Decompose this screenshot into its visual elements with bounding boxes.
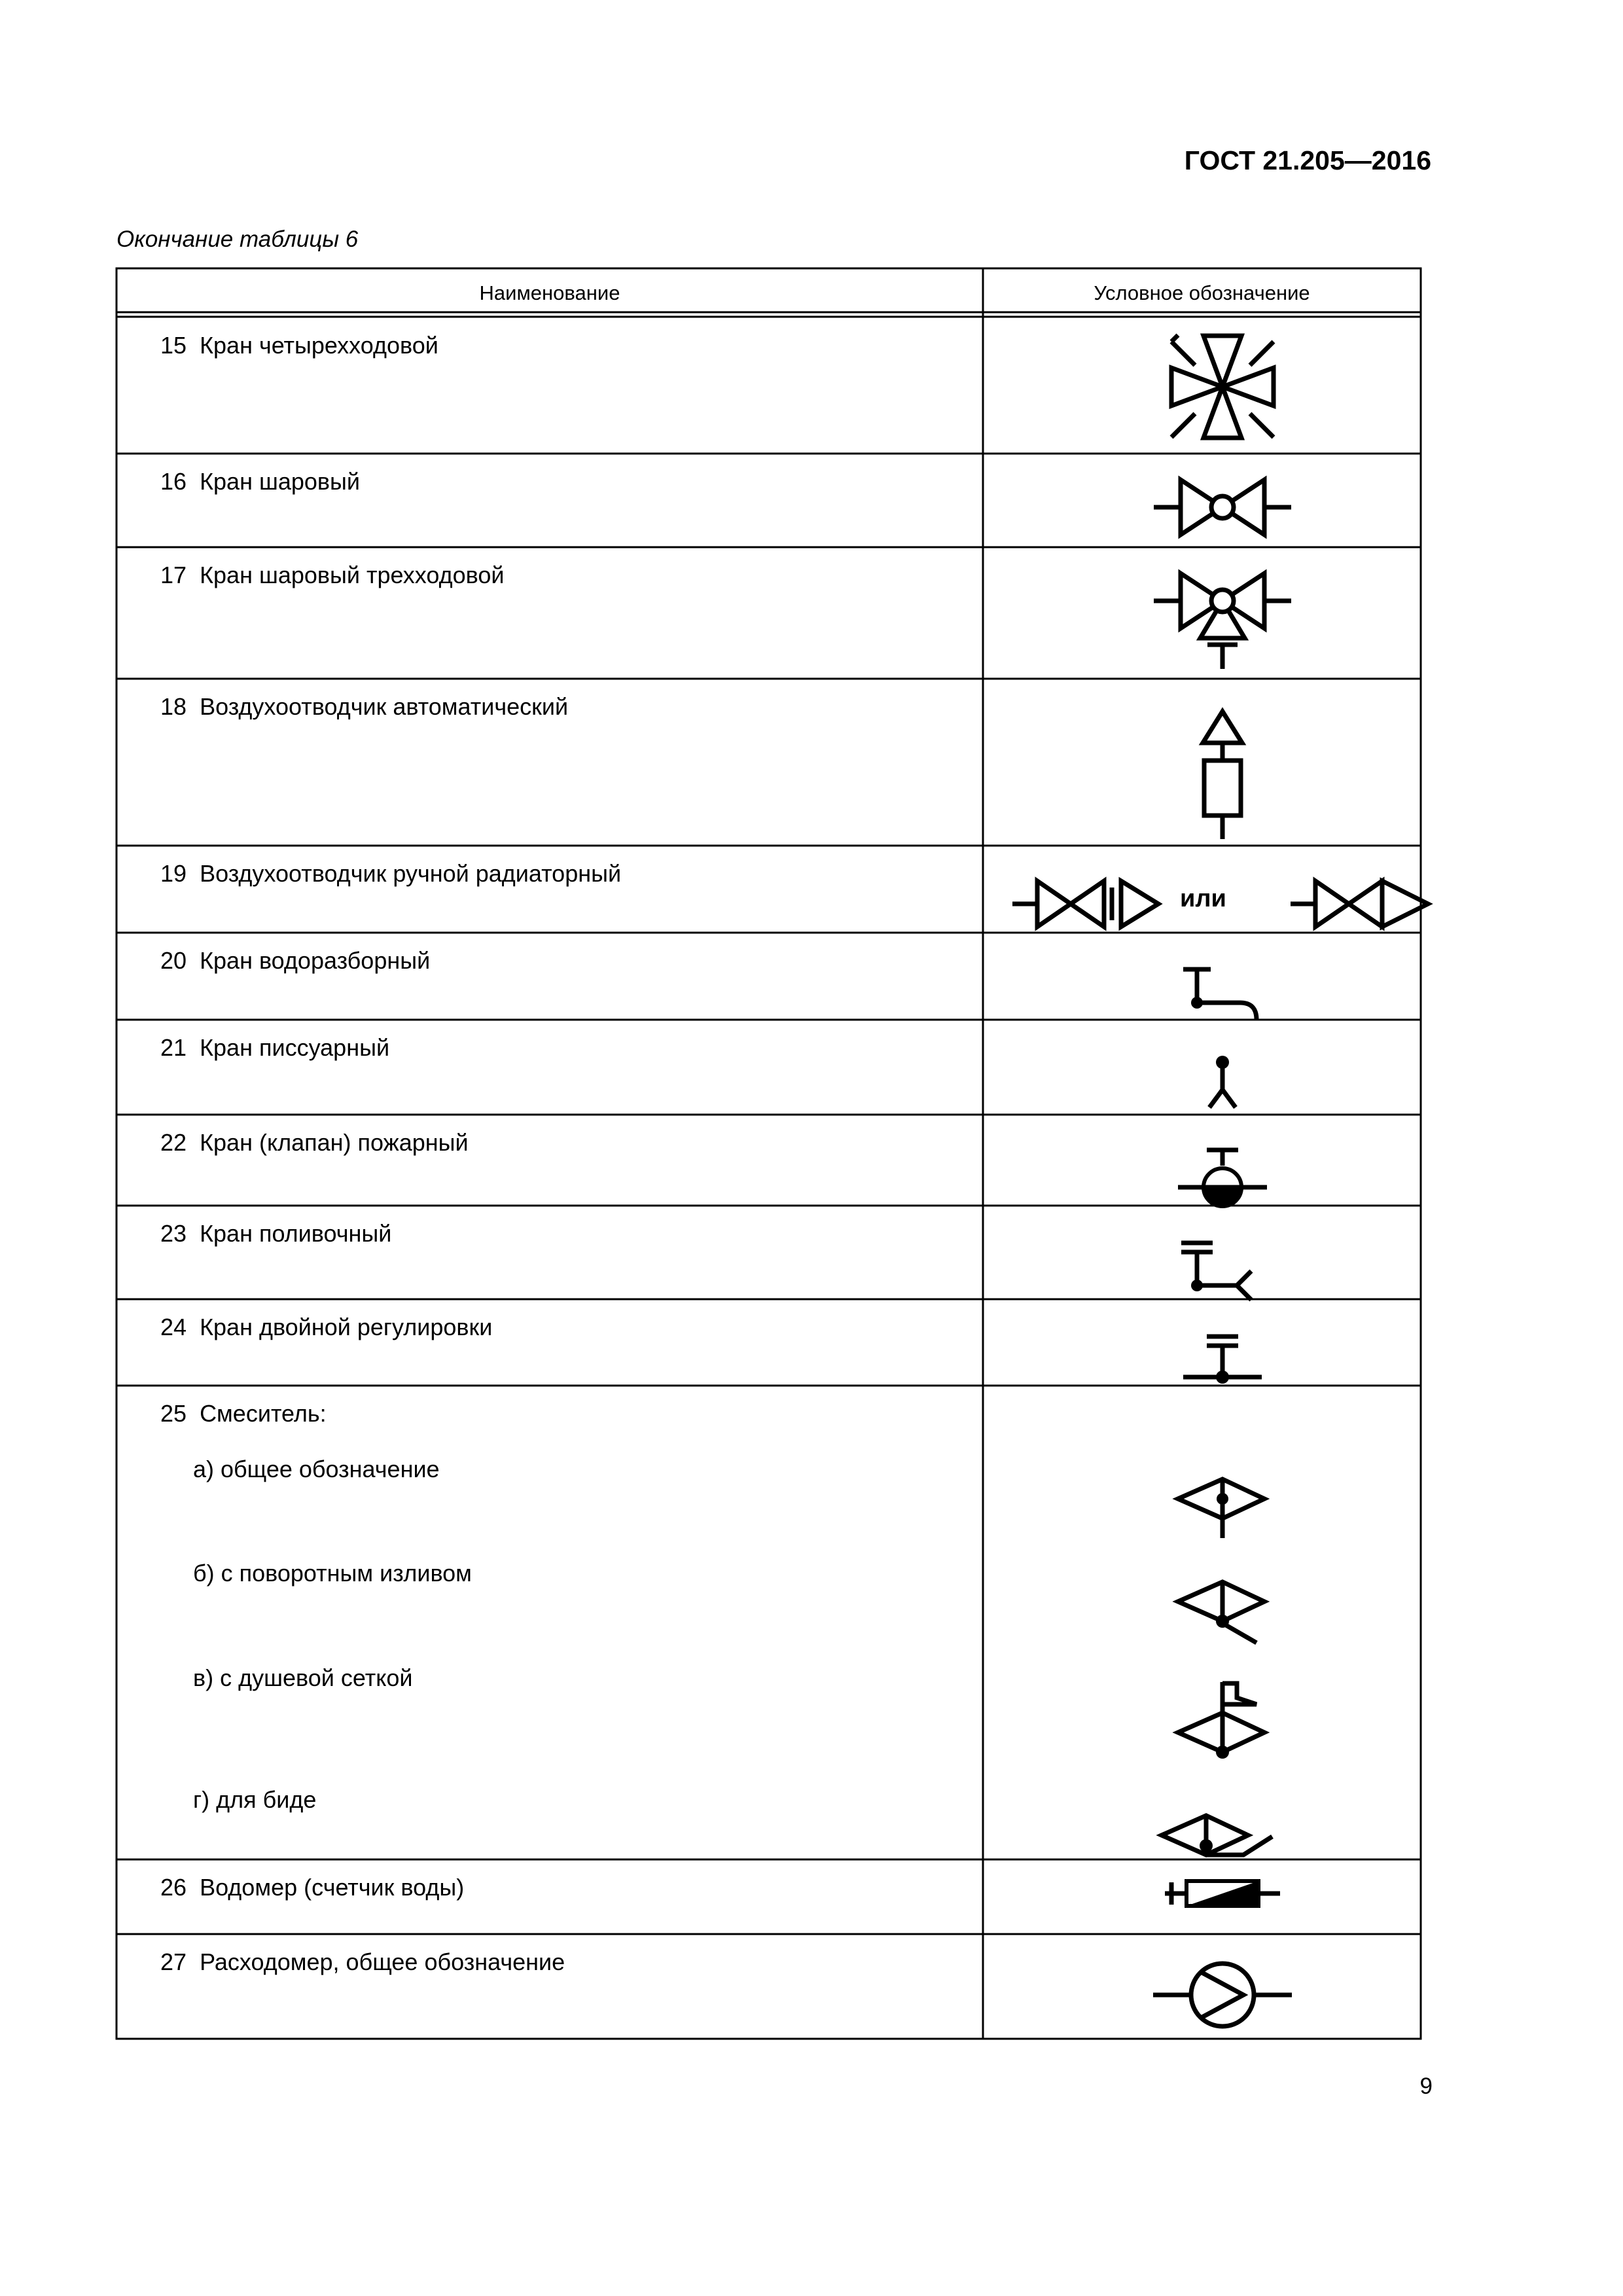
row-number: 15 (160, 332, 187, 359)
row-number: 20 (160, 947, 187, 974)
row-number: 22 (160, 1129, 187, 1156)
fire-valve-icon (1178, 1150, 1267, 1206)
row-name: Водомер (счетчик воды) (200, 1874, 465, 1901)
row-number: 16 (160, 468, 187, 495)
row-name: Кран двойной регулировки (200, 1314, 493, 1340)
row-name: Расходомер, общее обозначение (200, 1948, 565, 1975)
or-text: или (1180, 885, 1226, 912)
document-code: ГОСТ 21.205—2016 (1184, 145, 1431, 175)
water-tap-icon (1183, 969, 1257, 1020)
subitem-b: б) с поворотным изливом (193, 1560, 472, 1587)
subitem-a: а) общее обозначение (193, 1456, 440, 1482)
row-name: Кран водоразборный (200, 947, 431, 974)
urinal-valve-icon (1209, 1056, 1236, 1107)
double-regulation-valve-icon (1183, 1336, 1262, 1384)
water-meter-icon (1165, 1881, 1280, 1906)
row-name: Кран шаровый (200, 468, 361, 495)
column-header-symbol: Условное обозначение (1094, 281, 1310, 304)
row-name: Кран шаровый трехходовой (200, 562, 505, 588)
row-number: 25 (160, 1400, 187, 1427)
four-way-valve-icon (1171, 335, 1274, 438)
row-number: 18 (160, 693, 187, 720)
row-name: Кран (клапан) пожарный (200, 1129, 469, 1156)
row-number: 21 (160, 1034, 187, 1061)
subitem-d: г) для биде (193, 1786, 317, 1813)
row-name: Кран поливочный (200, 1220, 392, 1247)
mixer-general-icon (1178, 1479, 1264, 1538)
row-name: Воздухоотводчик ручной радиаторный (200, 860, 622, 887)
row-number: 24 (160, 1314, 187, 1340)
automatic-air-vent-icon (1203, 711, 1242, 839)
row-name: Кран писсуарный (200, 1034, 390, 1061)
watering-tap-icon (1181, 1243, 1251, 1300)
manual-radiator-air-vent-alt-icon (1291, 881, 1428, 927)
row-name: Смеситель: (200, 1400, 327, 1427)
row-name: Кран четырехходовой (200, 332, 438, 359)
subitem-c: в) с душевой сеткой (193, 1664, 413, 1691)
row-number: 23 (160, 1220, 187, 1247)
mixer-shower-icon (1178, 1682, 1264, 1759)
row-number: 26 (160, 1874, 187, 1901)
row-number: 27 (160, 1948, 187, 1975)
column-header-name: Наименование (479, 281, 620, 304)
manual-radiator-air-vent-icon (1012, 881, 1158, 927)
ball-valve-icon (1154, 480, 1291, 535)
page-number: 9 (1419, 2073, 1433, 2099)
mixer-bidet-icon (1162, 1816, 1272, 1855)
row-name: Воздухоотводчик автоматический (200, 693, 569, 720)
table-caption: Окончание таблицы 6 (116, 226, 359, 252)
row-number: 17 (160, 562, 187, 588)
mixer-swivel-spout-icon (1178, 1582, 1264, 1643)
three-way-ball-valve-icon (1154, 573, 1291, 669)
flow-meter-icon (1153, 1964, 1292, 2026)
row-number: 19 (160, 860, 187, 887)
